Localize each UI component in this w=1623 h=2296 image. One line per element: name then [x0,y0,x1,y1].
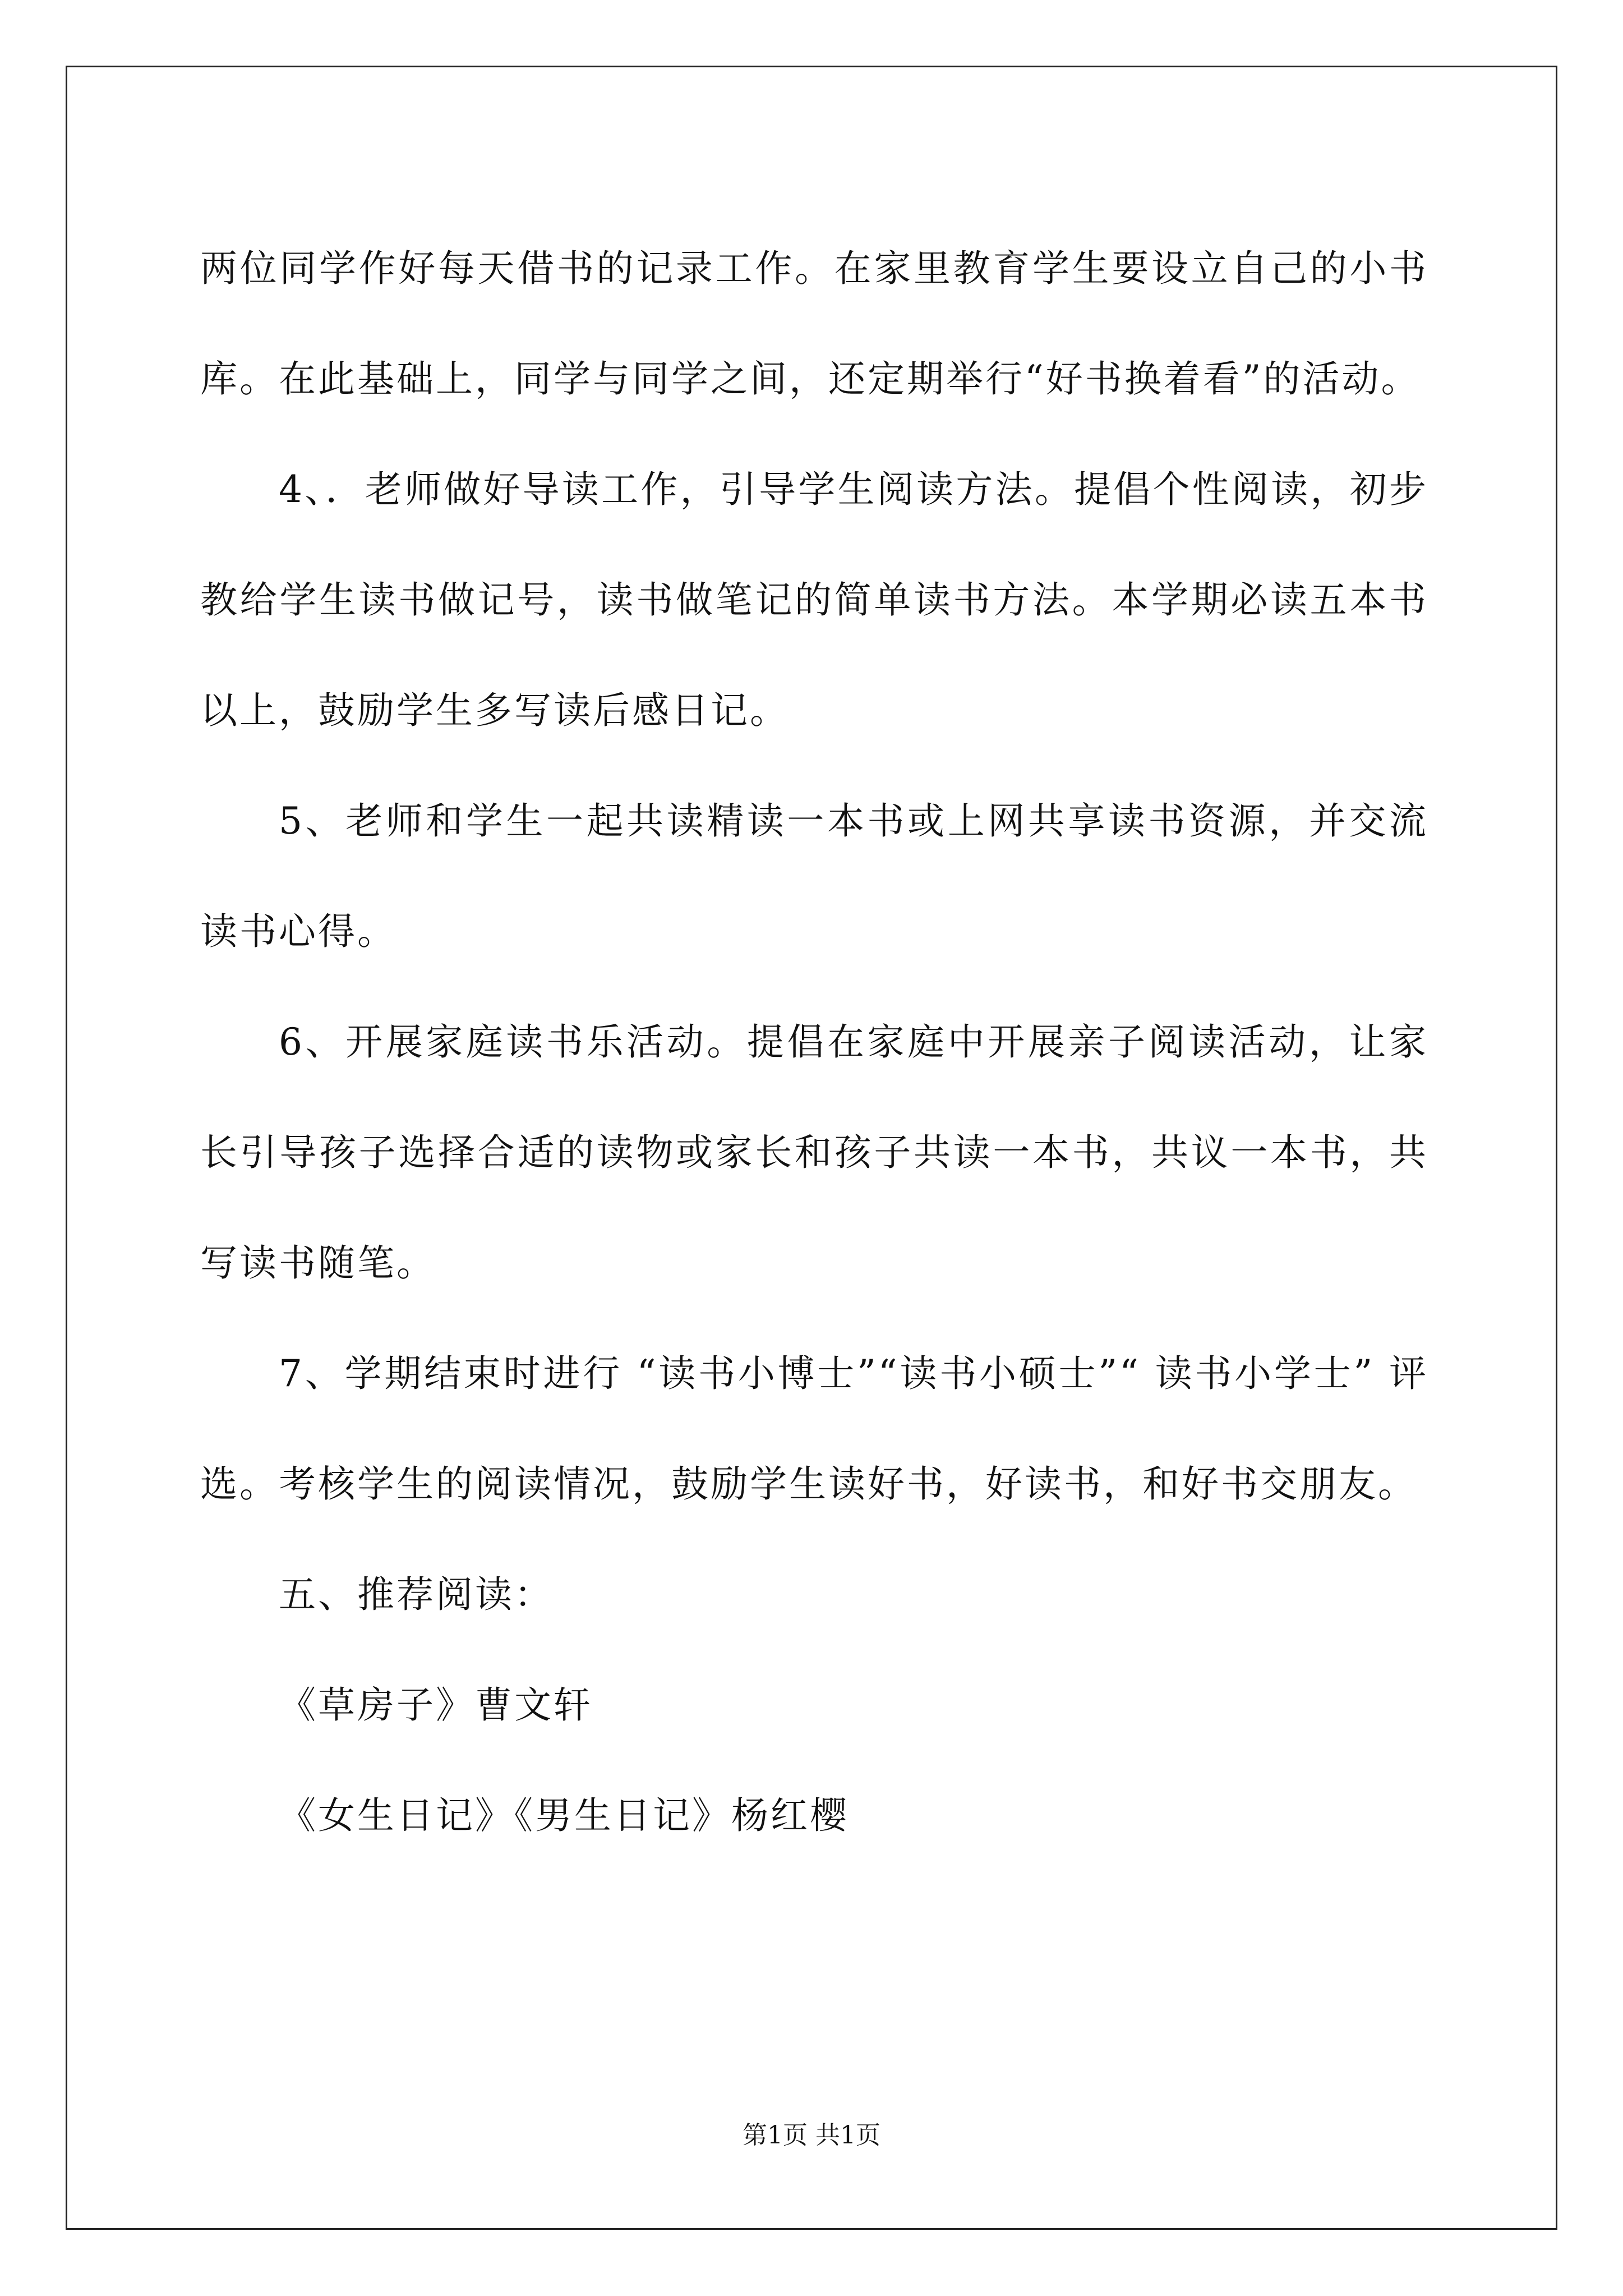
paragraph-item-6: 6、开展家庭读书乐活动。提倡在家庭中开展亲子阅读活动，让家长引导孩子选择合适的读物或家长和孩子共读一本书，共议一本书，共写读书随笔。 [200,1020,1428,1285]
paragraph-item-5: 5、老师和学生一起共读精读一本书或上网共享读书资源，并交流读书心得。 [200,799,1428,953]
paragraph-item-4: 4、．老师做好导读工作，引导学生阅读方法。提倡个性阅读，初步教给学生读书做记号，读书做笔记的简单读书方法。本学期必读五本书以上，鼓励学生多写读后感日记。 [200,468,1428,732]
page-number-footer: 第1页 共1页 [743,2121,880,2150]
section-heading-recommended-reading: 五、推荐阅读： [279,1573,554,1616]
document-body [200,213,1428,1871]
book-item-caofangzi: 《草房子》曹文轩 [279,1683,593,1727]
paragraph-continued-library: 两位同学作好每天借书的记录工作。在家里教育学生要设立自己的小书库。在此基础上，同学与同学之间，还定期举行“好书换着看”的活动。 [200,247,1428,401]
paragraph-item-7: 7、学期结束时进行 “读书小博士”“读书小硕士”“ 读书小学士” 评选。考核学生的阅读情况，鼓励学生读好书，好读书，和好书交朋友。 [200,1352,1428,1506]
book-item-diaries: 《女生日记》《男生日记》杨红樱 [279,1794,849,1837]
